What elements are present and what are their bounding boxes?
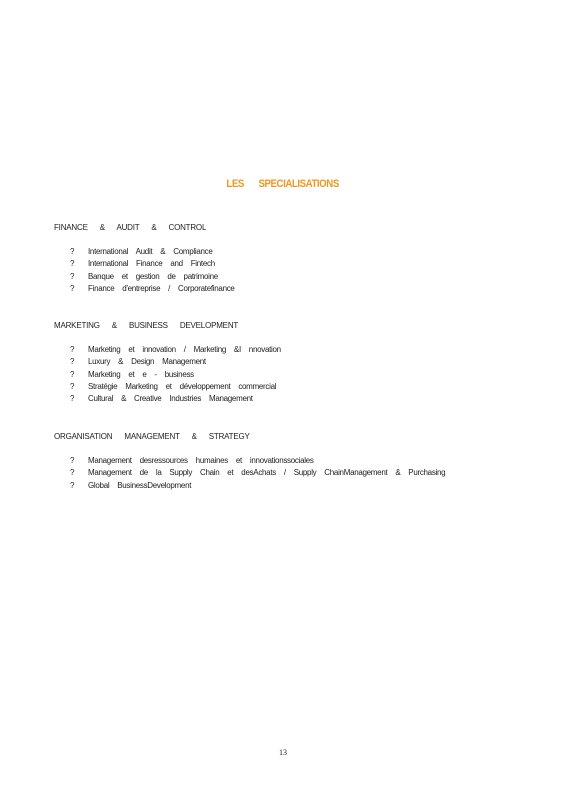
bullet-marker-icon: ? — [70, 456, 75, 465]
list-item — [54, 480, 524, 492]
list-item — [54, 246, 524, 258]
page-title: LES SPECIALISATIONS — [226, 178, 339, 190]
bullet-marker-icon: ? — [70, 271, 75, 281]
list-item-label: Luxury & Design Management — [88, 357, 206, 367]
list-item — [54, 393, 524, 405]
bullet-marker-icon: ? — [70, 394, 75, 404]
list-item — [54, 344, 524, 356]
bullet-marker-icon: ? — [70, 283, 75, 293]
list-item — [54, 356, 524, 368]
section-organisation-management-strategy — [54, 432, 524, 492]
section-heading: ORGANISATION MANAGEMENT & STRATEGY — [54, 432, 250, 441]
bullet-list — [54, 344, 524, 405]
list-item — [54, 283, 524, 295]
bullet-marker-icon: ? — [70, 369, 75, 379]
page-number: 13 — [279, 748, 287, 757]
section-marketing-business-development — [54, 321, 524, 405]
list-item-label: International Finance and Fintech — [88, 259, 215, 269]
bullet-marker-icon: ? — [70, 480, 75, 490]
list-item-label: Banque et gestion de patrimoine — [88, 271, 218, 281]
list-item-label: Cultural & Creative Industries Management — [88, 394, 253, 404]
bullet-list — [54, 455, 524, 492]
list-item-label: Finance d'entreprise / Corporatefinance — [88, 283, 235, 293]
list-item-label: Stratégie Marketing et développement commercial — [88, 381, 277, 391]
list-item — [54, 467, 524, 479]
list-item-label: International Audit & Compliance — [88, 247, 213, 256]
bullet-marker-icon: ? — [70, 345, 75, 354]
section-heading: MARKETING & BUSINESS DEVELOPMENT — [54, 321, 239, 330]
bullet-marker-icon: ? — [70, 247, 75, 256]
bullet-marker-icon: ? — [70, 468, 75, 478]
list-item-label: Management de la Supply Chain et desAchats / Supply ChainManagement & Purchasing — [88, 468, 446, 478]
list-item — [54, 271, 524, 283]
list-item-label: Global BusinessDevelopment — [88, 480, 192, 490]
list-item-label: Marketing et e - business — [88, 369, 194, 379]
list-item — [54, 455, 524, 467]
list-item — [54, 369, 524, 381]
section-finance-audit-control — [54, 223, 524, 295]
bullet-marker-icon: ? — [70, 357, 75, 367]
bullet-list — [54, 246, 524, 295]
list-item — [54, 258, 524, 270]
list-item-label: Marketing et innovation / Marketing &I nnovation — [88, 345, 281, 354]
bullet-marker-icon: ? — [70, 259, 75, 269]
list-item — [54, 381, 524, 393]
section-heading: FINANCE & AUDIT & CONTROL — [54, 223, 207, 232]
bullet-marker-icon: ? — [70, 381, 75, 391]
list-item-label: Management desressources humaines et innovationssociales — [88, 456, 314, 465]
